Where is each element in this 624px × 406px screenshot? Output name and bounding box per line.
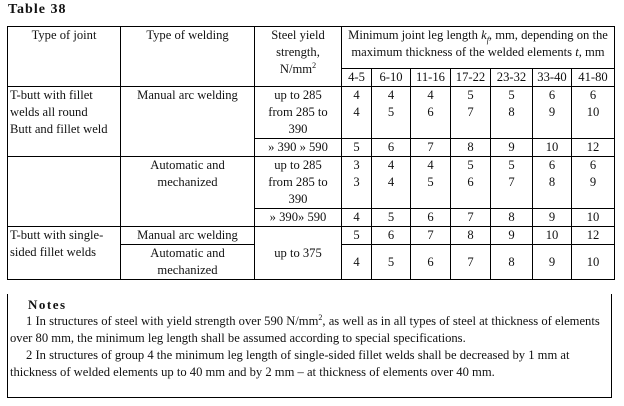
notes-box — [7, 294, 612, 398]
weld-leg-table — [7, 26, 615, 280]
note-2: 2 In structures of group 4 the minimum leg length of single-sided fillet welds shall be decreased by 1 mm at thickness of welded elements up to 40 mm and by 2 mm – at thickness of elements over 40 mm. — [10, 348, 570, 379]
table-cell: 6 — [533, 157, 572, 175]
table-title: Table 38 — [8, 2, 67, 17]
table-cell: 5 — [372, 245, 411, 280]
table-cell: 7 — [451, 245, 491, 280]
table-cell: 7 — [411, 139, 451, 157]
joint-type-1-cont — [8, 157, 121, 227]
welding-auto-1 — [121, 157, 255, 227]
table-cell: 5 — [372, 104, 411, 139]
header-min-leg-k: k — [481, 28, 487, 42]
notes-title: Notes — [28, 297, 67, 312]
table-cell: 10 — [533, 139, 572, 157]
table-cell: 4 — [411, 157, 451, 175]
table-cell: 9 — [533, 245, 572, 280]
table-cell: 4 — [342, 87, 372, 105]
table-cell: 8 — [451, 227, 491, 245]
table-cell: 4 — [342, 245, 372, 280]
table-cell: 12 — [572, 227, 615, 245]
table-cell: 5 — [451, 87, 491, 105]
steel-range: up to 375 — [255, 227, 342, 280]
header-steel-yield-unit: N/mm — [279, 62, 313, 76]
table-cell: 7 — [451, 209, 491, 227]
table-cell: 10 — [533, 227, 572, 245]
joint-type-2 — [8, 227, 121, 280]
table-cell: 10 — [572, 209, 615, 227]
table-cell: 3 — [342, 174, 372, 209]
joint-type-1-l1: T-butt with fillet — [10, 88, 93, 102]
header-min-leg — [342, 27, 615, 69]
steel-range: 390 — [255, 191, 342, 209]
table-cell: 7 — [491, 174, 533, 209]
table-cell: 4 — [372, 157, 411, 175]
steel-range: up to 285 — [255, 87, 342, 105]
table-cell: 8 — [491, 209, 533, 227]
table-cell: 5 — [451, 157, 491, 175]
table-cell: 6 — [411, 209, 451, 227]
table-cell: 10 — [572, 104, 615, 139]
welding-auto-1-l2: mechanized — [157, 175, 218, 189]
table-cell: 6 — [372, 227, 411, 245]
steel-range: » 390» 590 — [255, 209, 342, 227]
table-cell: 8 — [491, 245, 533, 280]
table-cell: 4 — [372, 174, 411, 209]
note-1-b: , as well as in all types of steel at thickness of elements over 80 mm, the minimum leg length shall be assumed according to special specifications. — [10, 314, 600, 345]
header-min-leg-t: t — [575, 45, 579, 59]
table-cell: 9 — [491, 139, 533, 157]
table-cell: 6 — [411, 245, 451, 280]
welding-auto-2-l2: mechanized — [157, 263, 218, 277]
note-1-a: 1 In structures of steel with yield strength over 590 N/mm — [26, 314, 319, 328]
table-cell: 5 — [491, 87, 533, 105]
header-type-of-welding: Type of welding — [121, 27, 255, 87]
thickness-header: 17-22 — [451, 69, 491, 87]
joint-type-1 — [8, 87, 121, 157]
table-cell: 8 — [491, 104, 533, 139]
joint-type-1-l2: welds all round — [10, 105, 88, 119]
table-cell: 3 — [342, 157, 372, 175]
table-cell: 7 — [451, 104, 491, 139]
table-cell: 6 — [372, 139, 411, 157]
welding-auto-2 — [121, 245, 255, 280]
table-cell: 5 — [342, 227, 372, 245]
joint-type-2-l1: T-butt with single- — [10, 228, 104, 242]
welding-manual-2: Manual arc welding — [121, 227, 255, 245]
table-cell: 9 — [533, 104, 572, 139]
thickness-header: 33-40 — [533, 69, 572, 87]
table-cell: 7 — [411, 227, 451, 245]
steel-range: from 285 to — [255, 174, 342, 191]
header-type-of-joint: Type of joint — [8, 27, 121, 87]
welding-auto-2-l1: Automatic and — [150, 246, 225, 260]
thickness-header: 23-32 — [491, 69, 533, 87]
header-steel-yield — [255, 27, 342, 87]
thickness-header: 4-5 — [342, 69, 372, 87]
header-min-leg-sub: f — [486, 35, 489, 45]
table-cell: 9 — [533, 209, 572, 227]
thickness-header: 6-10 — [372, 69, 411, 87]
table-cell: 6 — [451, 174, 491, 209]
note-1 — [10, 313, 609, 347]
header-min-leg-post: , mm — [578, 45, 605, 59]
welding-manual-1: Manual arc welding — [121, 87, 255, 157]
table-cell: 4 — [411, 87, 451, 105]
header-steel-yield-l2: strength, — [276, 45, 320, 59]
thickness-header: 41-80 — [572, 69, 615, 87]
table-cell: 5 — [342, 139, 372, 157]
table-cell: 6 — [411, 104, 451, 139]
table-cell: 9 — [491, 227, 533, 245]
header-min-leg-pre: Minimum joint leg length — [348, 28, 482, 42]
table-cell: 6 — [533, 87, 572, 105]
table-cell: 6 — [572, 87, 615, 105]
table-cell: 5 — [411, 174, 451, 209]
thickness-header: 11-16 — [411, 69, 451, 87]
steel-range: » 390 » 590 — [255, 139, 342, 157]
steel-range: 390 — [255, 121, 342, 139]
unit-superscript: 2 — [312, 60, 317, 70]
header-min-leg-mid: , mm, depending on the maximum thickness of the welded elements — [351, 28, 608, 59]
steel-range: up to 285 — [255, 157, 342, 175]
table-cell: 8 — [451, 139, 491, 157]
welding-auto-1-l1: Automatic and — [150, 158, 225, 172]
table-cell: 5 — [491, 157, 533, 175]
table-cell: 9 — [572, 174, 615, 209]
table-cell: 8 — [533, 174, 572, 209]
table-cell: 6 — [572, 157, 615, 175]
table-cell: 4 — [342, 104, 372, 139]
steel-range: from 285 to — [255, 104, 342, 121]
table-cell: 4 — [342, 209, 372, 227]
note-1-sup: 2 — [318, 312, 323, 322]
header-steel-yield-l1: Steel yield — [271, 28, 325, 42]
joint-type-1-l3: Butt and fillet weld — [10, 122, 108, 136]
table-cell: 12 — [572, 139, 615, 157]
table-cell: 10 — [572, 245, 615, 280]
table-cell: 4 — [372, 87, 411, 105]
joint-type-2-l2: sided fillet welds — [10, 245, 97, 259]
table-cell: 5 — [372, 209, 411, 227]
